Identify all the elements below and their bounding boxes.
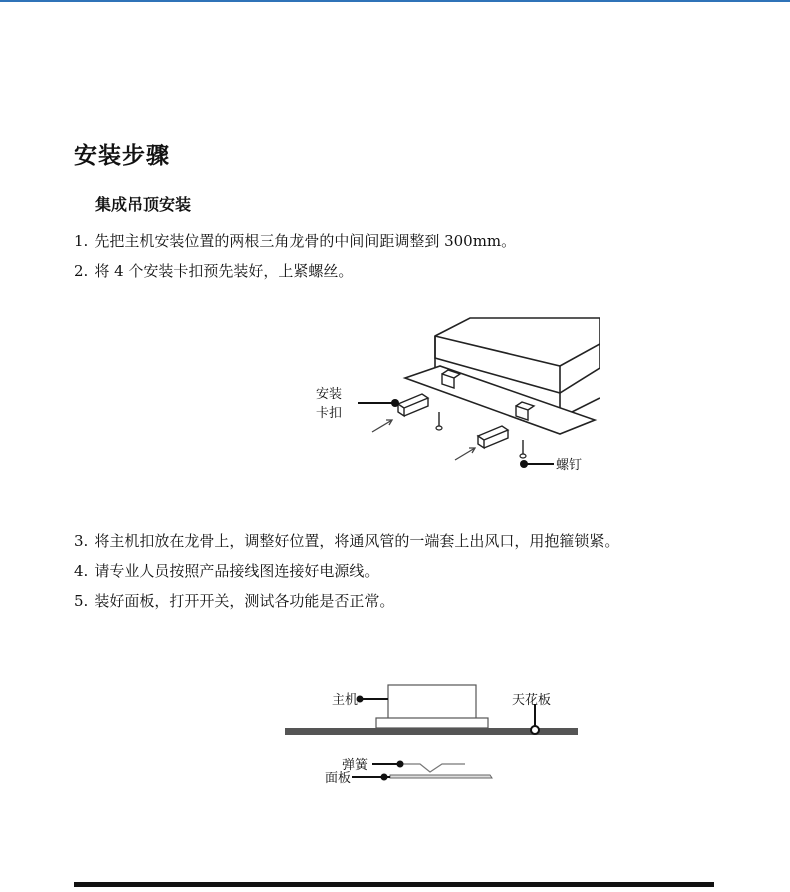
page-title: 安装步骤 [74,143,170,169]
step-text: 装好面板，打开开关，测试各功能是否正常。 [94,592,395,610]
step-number: 5. [74,592,89,610]
step-1 [74,230,516,251]
step-5 [74,590,394,611]
screw-label: 螺钉 [556,458,583,473]
step-number: 4. [74,562,89,580]
clip-label-line2: 卡扣 [316,406,343,421]
spring-label: 弹簧 [342,758,369,773]
step-4 [74,560,379,581]
screw-icon [520,440,526,458]
clip-label-line1: 安装 [316,387,343,402]
top-rule [0,0,790,2]
screw-icon [436,412,442,430]
panel-installation-figure [280,680,590,790]
step-2 [74,260,353,281]
step-text: 将主机扣放在龙骨上，调整好位置，将通风管的一端套上出风口，用抱箍锁紧。 [94,532,620,550]
step-text: 先把主机安装位置的两根三角龙骨的中间间距调整到 300mm。 [94,232,517,250]
clip-installation-figure [300,308,600,483]
step-number: 3. [74,532,89,550]
section-subtitle: 集成吊顶安装 [95,195,192,214]
step-text: 将 4 个安装卡扣预先装好，上紧螺丝。 [94,262,354,280]
ceiling-label: 天花板 [512,693,552,708]
host-label: 主机 [332,693,359,708]
step-number: 2. [74,262,89,280]
step-text: 请专业人员按照产品接线图连接好电源线。 [94,562,380,580]
bottom-rule [74,882,714,887]
step-number: 1. [74,232,89,250]
step-3 [74,530,619,551]
panel-label: 面板 [325,771,352,786]
